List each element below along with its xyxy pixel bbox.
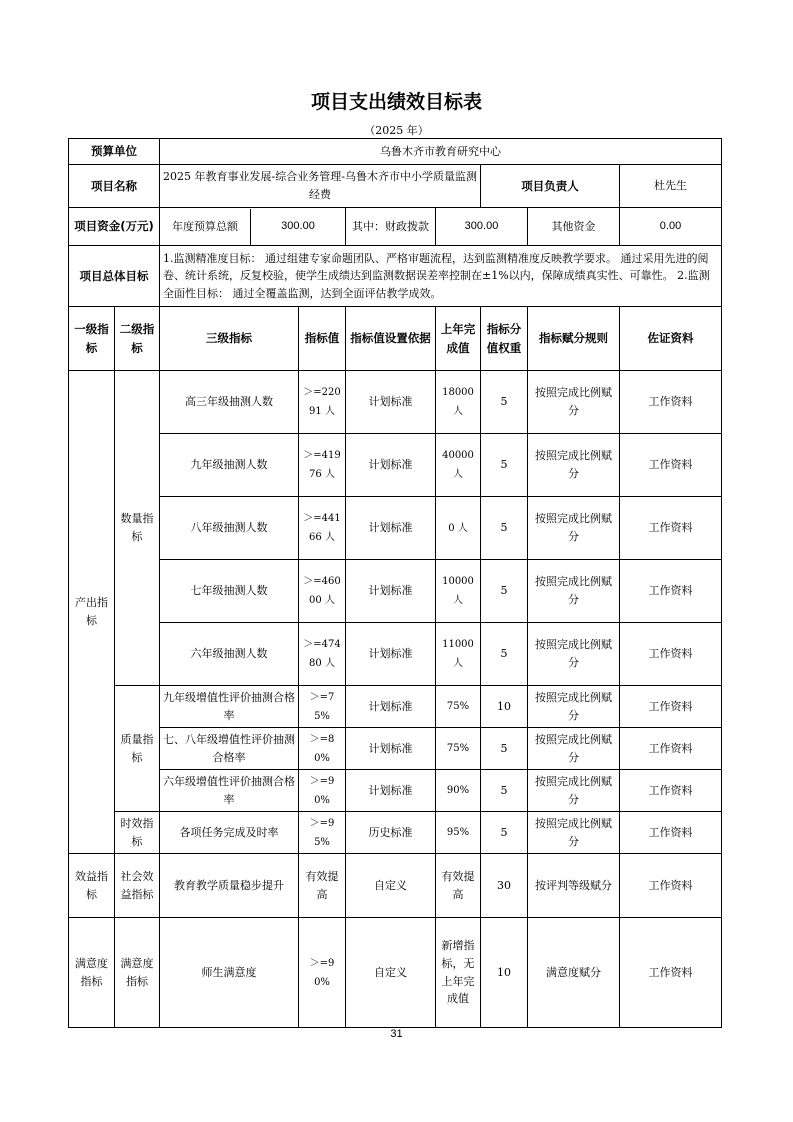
indicator-weight: 30: [481, 854, 528, 918]
indicator-value: 有效提高: [299, 854, 346, 918]
level2-timeliness: 时效指标: [115, 812, 160, 854]
indicator-evidence: 工作资料: [620, 686, 722, 728]
indicator-weight: 10: [481, 918, 528, 1028]
table-row: [69, 434, 722, 497]
table-row: [69, 854, 722, 918]
indicator-evidence: 工作资料: [620, 728, 722, 770]
goal-row: [69, 246, 722, 307]
indicator-value: ＞=95%: [299, 812, 346, 854]
indicator-basis: 计划标准: [346, 686, 436, 728]
indicator-name: 九年级增值性评价抽测合格率: [160, 686, 299, 728]
indicator-evidence: 工作资料: [620, 434, 722, 497]
fiscal-label: 其中：财政拨款: [346, 208, 436, 246]
header-basis: 指标值设置依据: [346, 307, 436, 371]
indicator-weight: 5: [481, 371, 528, 434]
header-level2: 二级指标: [115, 307, 160, 371]
indicator-last: 90%: [436, 770, 481, 812]
indicator-weight: 5: [481, 770, 528, 812]
indicator-weight: 5: [481, 560, 528, 623]
manager-label: 项目负责人: [481, 165, 620, 208]
indicator-value: ＞=75%: [299, 686, 346, 728]
table-row: [69, 623, 722, 686]
indicator-basis: 计划标准: [346, 728, 436, 770]
indicator-name: 七、八年级增值性评价抽测合格率: [160, 728, 299, 770]
header-weight: 指标分值权重: [481, 307, 528, 371]
indicator-weight: 5: [481, 728, 528, 770]
project-name-value: 2025 年教育事业发展-综合业务管理-乌鲁木齐市中小学质量监测经费: [160, 165, 481, 208]
level1-satisfaction: 满意度指标: [69, 918, 115, 1028]
table-row: [69, 686, 722, 728]
indicator-last: 75%: [436, 686, 481, 728]
indicator-basis: 计划标准: [346, 371, 436, 434]
indicator-weight: 5: [481, 434, 528, 497]
indicator-value: ＞=22091 人: [299, 371, 346, 434]
indicator-name: 教育教学质量稳步提升: [160, 854, 299, 918]
indicator-value: ＞=47480 人: [299, 623, 346, 686]
manager-value: 杜先生: [620, 165, 722, 208]
indicator-weight: 5: [481, 623, 528, 686]
goal-text: 1.监测精准度目标： 通过组建专家命题团队、严格审题流程，达到监测精准度反映教学要求。 通过采用先进的阅卷、统计系统，反复校验，使学生成绩达到监测数据误差率控制在±1%以内，保障成绩真实性、可靠性。 2.监测全面性目标： 通过全覆盖监测，达到全面评估教学成效。: [160, 246, 722, 307]
project-name-label: 项目名称: [69, 165, 160, 208]
indicator-rule: 满意度赋分: [528, 918, 620, 1028]
indicator-name: 七年级抽测人数: [160, 560, 299, 623]
performance-table: [68, 138, 722, 1028]
budget-unit-label: 预算单位: [69, 139, 160, 165]
header-rule: 指标赋分规则: [528, 307, 620, 371]
indicator-weight: 5: [481, 812, 528, 854]
indicator-rule: 按照完成比例赋分: [528, 434, 620, 497]
indicator-last: 有效提高: [436, 854, 481, 918]
indicator-basis: 计划标准: [346, 560, 436, 623]
indicator-basis: 计划标准: [346, 623, 436, 686]
other-label: 其他资金: [528, 208, 620, 246]
project-name-row: [69, 165, 722, 208]
table-row: [69, 770, 722, 812]
table-row: [69, 497, 722, 560]
indicator-rule: 按照完成比例赋分: [528, 560, 620, 623]
level1-output: 产出指标: [69, 371, 115, 854]
indicator-basis: 自定义: [346, 854, 436, 918]
budget-unit-row: [69, 139, 722, 165]
funds-row: [69, 208, 722, 246]
indicator-name: 高三年级抽测人数: [160, 371, 299, 434]
indicator-evidence: 工作资料: [620, 371, 722, 434]
indicator-basis: 计划标准: [346, 497, 436, 560]
indicator-evidence: 工作资料: [620, 497, 722, 560]
indicator-last: 18000 人: [436, 371, 481, 434]
indicator-name: 八年级抽测人数: [160, 497, 299, 560]
budget-unit-value: 乌鲁木齐市教育研究中心: [160, 139, 722, 165]
table-row: [69, 371, 722, 434]
indicator-value: ＞=90%: [299, 770, 346, 812]
page-title: 项目支出绩效目标表: [310, 91, 482, 113]
indicator-evidence: 工作资料: [620, 854, 722, 918]
year-label: （2025 年）: [364, 124, 429, 137]
indicator-rule: 按照完成比例赋分: [528, 623, 620, 686]
annual-budget-label: 年度预算总额: [160, 209, 251, 245]
header-row: [69, 307, 722, 371]
level2-quantity: 数量指标: [115, 371, 160, 686]
annual-budget-cells: [160, 208, 346, 246]
indicator-name: 各项任务完成及时率: [160, 812, 299, 854]
level1-benefit: 效益指标: [69, 854, 115, 918]
indicator-name: 六年级增值性评价抽测合格率: [160, 770, 299, 812]
indicator-basis: 历史标准: [346, 812, 436, 854]
indicator-value: ＞=44166 人: [299, 497, 346, 560]
indicator-evidence: 工作资料: [620, 623, 722, 686]
level2-quality: 质量指标: [115, 686, 160, 812]
level2-satisfaction: 满意度指标: [115, 918, 160, 1028]
indicator-evidence: 工作资料: [620, 812, 722, 854]
fiscal-value: 300.00: [436, 208, 528, 246]
level2-social-benefit: 社会效益指标: [115, 854, 160, 918]
indicator-basis: 计划标准: [346, 434, 436, 497]
header-evidence: 佐证资料: [620, 307, 722, 371]
header-level1: 一级指标: [69, 307, 115, 371]
indicator-last: 40000 人: [436, 434, 481, 497]
annual-budget-value: 300.00: [281, 219, 315, 232]
indicator-basis: 计划标准: [346, 770, 436, 812]
indicator-value: ＞=41976 人: [299, 434, 346, 497]
table-row: [69, 728, 722, 770]
header-last: 上年完成值: [436, 307, 481, 371]
indicator-rule: 按照完成比例赋分: [528, 371, 620, 434]
indicator-rule: 按照完成比例赋分: [528, 497, 620, 560]
indicator-basis: 自定义: [346, 918, 436, 1028]
indicator-name: 九年级抽测人数: [160, 434, 299, 497]
page-number: 31: [390, 1028, 403, 1040]
indicator-last: 0 人: [436, 497, 481, 560]
table-row: [69, 812, 722, 854]
indicator-rule: 按评判等级赋分: [528, 854, 620, 918]
indicator-weight: 5: [481, 497, 528, 560]
table-row: [69, 560, 722, 623]
header-level3: 三级指标: [160, 307, 299, 371]
indicator-name: 六年级抽测人数: [160, 623, 299, 686]
other-value: 0.00: [620, 208, 722, 246]
indicator-last: 11000 人: [436, 623, 481, 686]
table-row: [69, 918, 722, 1028]
indicator-last: 75%: [436, 728, 481, 770]
indicator-last: 95%: [436, 812, 481, 854]
indicator-value: ＞=80%: [299, 728, 346, 770]
indicator-weight: 10: [481, 686, 528, 728]
indicator-rule: 按照完成比例赋分: [528, 686, 620, 728]
indicator-value: ＞=46000 人: [299, 560, 346, 623]
indicator-value: ＞=90%: [299, 918, 346, 1028]
indicator-evidence: 工作资料: [620, 770, 722, 812]
header-value: 指标值: [299, 307, 346, 371]
indicator-rule: 按照完成比例赋分: [528, 770, 620, 812]
indicator-rule: 按照完成比例赋分: [528, 812, 620, 854]
indicator-name: 师生满意度: [160, 918, 299, 1028]
indicator-evidence: 工作资料: [620, 918, 722, 1028]
goal-label: 项目总体目标: [69, 246, 160, 307]
indicator-rule: 按照完成比例赋分: [528, 728, 620, 770]
funds-label: 项目资金(万元): [69, 208, 160, 246]
indicator-last: 10000 人: [436, 560, 481, 623]
indicator-evidence: 工作资料: [620, 560, 722, 623]
indicator-last: 新增指标，无上年完成值: [436, 918, 481, 1028]
